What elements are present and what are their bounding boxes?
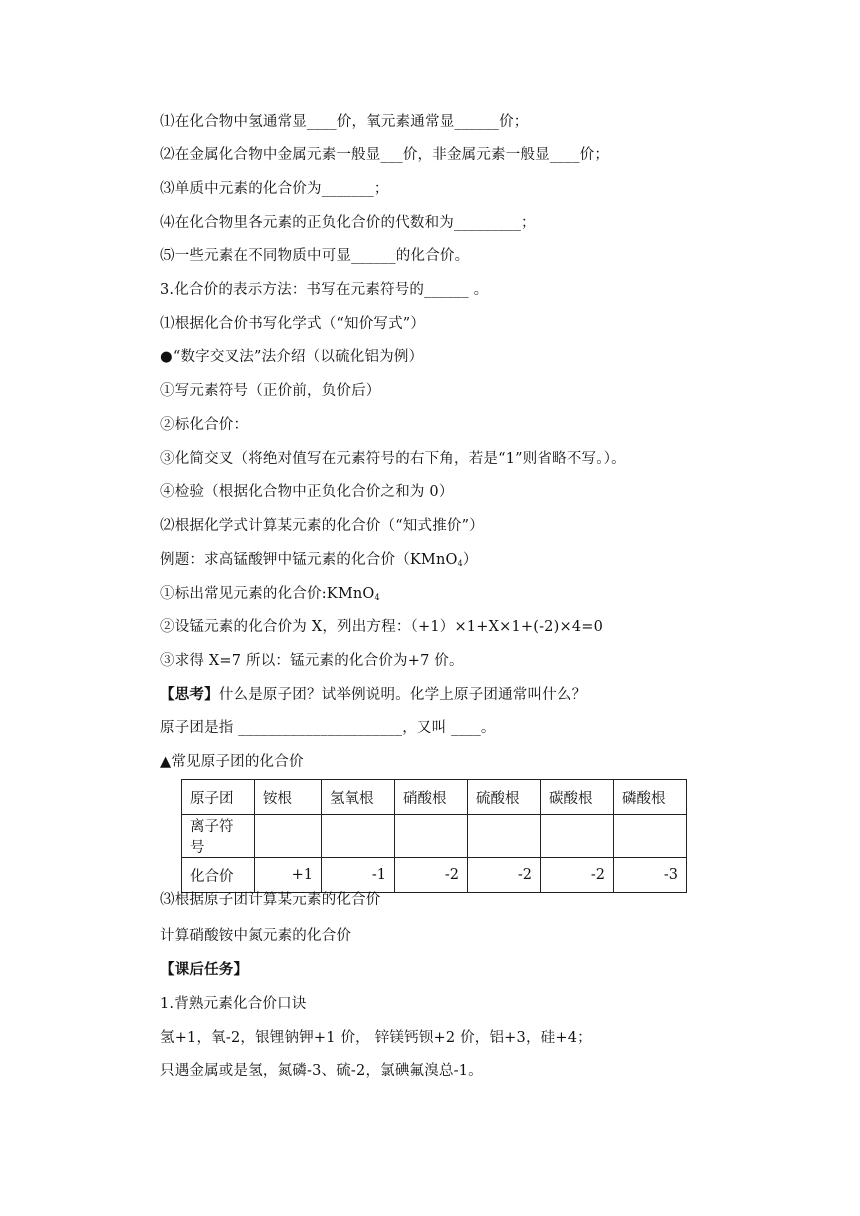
text-line: ⑴在化合物中氢通常显____价，氧元素通常显______价； <box>160 114 529 130</box>
text-line: ③化简交叉（将绝对值写在元素符号的右下角，若是“1”则省略不写。）。 <box>160 451 626 467</box>
think-line <box>160 685 586 705</box>
table-cell: -2 <box>468 858 541 893</box>
table-row <box>182 858 687 893</box>
table-cell: -3 <box>614 858 687 893</box>
table-cell: 碳酸根 <box>541 780 614 815</box>
table-cell: 原子团 <box>182 780 255 815</box>
text-line: 只遇金属或是氢，氮磷-3、硫-2，氯碘氟溴总-1。 <box>160 1063 483 1079</box>
table-cell: 氢氧根 <box>322 780 395 815</box>
table-cell <box>468 815 541 858</box>
step-line <box>160 584 380 608</box>
text-line: 计算硝酸铵中氮元素的化合价 <box>160 928 352 944</box>
table-cell: 离子符号 <box>182 815 255 858</box>
example-text: 例题：求高锰酸钾中锰元素的化合价（KMnO <box>160 552 458 568</box>
text-line: ①写元素符号（正价前，负价后） <box>160 383 381 399</box>
text-line: ⑷在化合物里各元素的正负化合价的代数和为_________； <box>160 215 536 231</box>
table-caption: ▲常见原子团的化合价 <box>160 754 304 770</box>
radical-valence-table <box>181 779 687 893</box>
text-line: 3.化合价的表示方法：书写在元素符号的______ 。 <box>160 282 489 298</box>
step-text: ①标出常见元素的化合价:KMnO <box>160 586 375 602</box>
text-line: ⑴根据化合价书写化学式（“知价写式”） <box>160 316 426 332</box>
subscript: 4 <box>374 593 380 602</box>
text-line: ⑵在金属化合物中金属元素一般显___价，非金属元素一般显____价； <box>160 147 610 163</box>
text-line: ⑶根据原子团计算某元素的化合价 <box>160 892 381 908</box>
text-line: ④检验（根据化合物中正负化合价之和为 0） <box>160 484 454 500</box>
table-cell: 硝酸根 <box>395 780 468 815</box>
table-cell <box>255 815 322 858</box>
text-line: ⑵根据化学式计算某元素的化合价（“知式推价”） <box>160 518 484 534</box>
table-cell: -2 <box>541 858 614 893</box>
table-cell: +1 <box>255 858 322 893</box>
table-cell <box>541 815 614 858</box>
table-cell <box>322 815 395 858</box>
text-line: ②标化合价： <box>160 417 249 433</box>
table-cell: 化合价 <box>182 858 255 893</box>
text-line: ⑸一些元素在不同物质中可显______的化合价。 <box>160 248 470 264</box>
think-text: 什么是原子团？试举例说明。化学上原子团通常叫什么？ <box>218 687 587 703</box>
text-line: ③求得 X=7 所以：锰元素的化合价为+7 价。 <box>160 653 464 669</box>
table-cell: 铵根 <box>255 780 322 815</box>
table-cell: -2 <box>395 858 468 893</box>
table-cell: 磷酸根 <box>614 780 687 815</box>
text-line: ②设锰元素的化合价为 X，列出方程：（+1）×1+X×1+(-2)×4=0 <box>160 619 604 635</box>
table-cell <box>614 815 687 858</box>
table-cell: 硫酸根 <box>468 780 541 815</box>
subscript: 4 <box>457 559 463 568</box>
table-cell <box>395 815 468 858</box>
example-line <box>160 550 478 574</box>
section-heading: 【课后任务】 <box>160 961 249 978</box>
text-line: ●“数字交叉法”法介绍（以硫化铝为例） <box>160 349 424 365</box>
text-line: 氢+1，氧-2，银锂钠钾+1 价， 锌镁钙钡+2 价，铝+3，硅+4； <box>160 1030 592 1046</box>
text-line: ⑶单质中元素的化合价为_______； <box>160 181 389 197</box>
table-row <box>182 815 687 858</box>
text-line: 原子团是指 ______________________，又叫 ____。 <box>160 720 496 736</box>
table-cell: -1 <box>322 858 395 893</box>
table-row <box>182 780 687 815</box>
text-line: 1.背熟元素化合价口诀 <box>160 996 307 1012</box>
example-close: ） <box>462 552 478 568</box>
think-heading: 【思考】 <box>160 686 219 703</box>
